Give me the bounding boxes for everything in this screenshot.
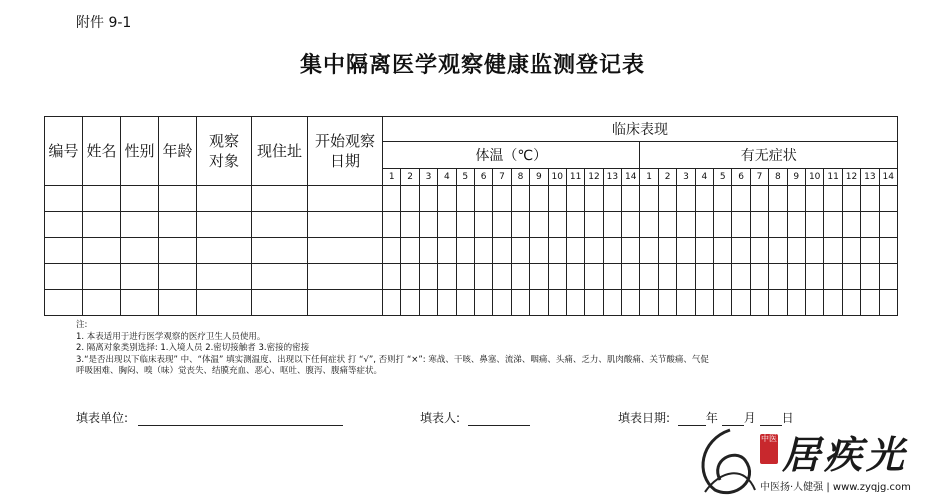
table-cell[interactable] xyxy=(585,212,603,238)
table-cell[interactable] xyxy=(714,212,732,238)
notes-section xyxy=(76,320,709,378)
table-cell[interactable] xyxy=(121,212,159,238)
table-cell[interactable] xyxy=(585,290,603,316)
calligraphy-swirl-icon xyxy=(690,420,765,500)
table-cell[interactable] xyxy=(695,212,713,238)
table-cell[interactable] xyxy=(805,186,823,212)
symptom-day-6: 6 xyxy=(732,169,750,186)
table-cell[interactable] xyxy=(45,238,83,264)
table-cell[interactable] xyxy=(566,264,584,290)
page-title: 集中隔离医学观察健康监测登记表 xyxy=(299,53,645,78)
table-cell[interactable] xyxy=(787,212,805,238)
table-cell[interactable] xyxy=(714,186,732,212)
symptom-day-12: 12 xyxy=(842,169,860,186)
table-cell[interactable] xyxy=(121,238,159,264)
table-cell[interactable] xyxy=(695,238,713,264)
table-cell[interactable] xyxy=(511,186,529,212)
note-item-3: 3.“是否出现以下临床表现” 中、“体温” 填实测温度、出现以下任何症状 打 “√”, 否则打 “×”: 寒战、干咳、鼻塞、流涕、咽痛、头痛、乏力、肌肉酸痛、关节酸痛、气促 xyxy=(76,354,709,365)
attachment-label: 附件 9-1 xyxy=(76,15,132,31)
table-cell[interactable] xyxy=(474,212,492,238)
table-cell[interactable] xyxy=(308,212,383,238)
table-cell[interactable] xyxy=(197,264,252,290)
table-cell[interactable] xyxy=(677,290,695,316)
table-cell[interactable] xyxy=(548,290,566,316)
symptom-day-13: 13 xyxy=(861,169,879,186)
fill-person-label: 填表人: xyxy=(420,411,461,425)
table-cell[interactable] xyxy=(548,264,566,290)
table-cell[interactable] xyxy=(603,212,621,238)
table-cell[interactable] xyxy=(419,238,437,264)
table-cell[interactable] xyxy=(750,264,768,290)
table-cell[interactable] xyxy=(787,186,805,212)
fill-date-label: 填表日期: xyxy=(618,411,671,425)
monitoring-register-table xyxy=(44,116,898,316)
table-cell[interactable] xyxy=(474,186,492,212)
table-cell[interactable] xyxy=(658,264,676,290)
brand-calligraphy: 居疾光 xyxy=(782,432,909,477)
symptom-day-9: 9 xyxy=(787,169,805,186)
table-cell[interactable] xyxy=(159,186,197,212)
col-start-line2: 日期 xyxy=(329,152,360,170)
table-cell[interactable] xyxy=(159,238,197,264)
table-cell[interactable] xyxy=(879,212,897,238)
table-cell[interactable] xyxy=(456,264,474,290)
table-cell[interactable] xyxy=(308,238,383,264)
table-cell[interactable] xyxy=(640,186,658,212)
table-cell[interactable] xyxy=(603,186,621,212)
table-cell[interactable] xyxy=(197,290,252,316)
col-name: 姓名 xyxy=(83,117,121,186)
table-cell[interactable] xyxy=(121,186,159,212)
symptom-day-8: 8 xyxy=(769,169,787,186)
table-cell[interactable] xyxy=(861,264,879,290)
table-cell[interactable] xyxy=(805,264,823,290)
table-cell[interactable] xyxy=(383,186,401,212)
fill-person xyxy=(420,409,530,426)
table-cell[interactable] xyxy=(401,238,419,264)
col-address: 现住址 xyxy=(252,117,308,186)
col-start-date xyxy=(308,117,383,186)
table-cell[interactable] xyxy=(197,212,252,238)
table-cell[interactable] xyxy=(585,238,603,264)
table-cell[interactable] xyxy=(750,186,768,212)
table-cell[interactable] xyxy=(159,212,197,238)
table-cell[interactable] xyxy=(252,290,308,316)
table-cell[interactable] xyxy=(493,238,511,264)
table-cell[interactable] xyxy=(401,212,419,238)
table-cell[interactable] xyxy=(456,212,474,238)
table-cell[interactable] xyxy=(566,186,584,212)
table-cell[interactable] xyxy=(879,186,897,212)
table-cell[interactable] xyxy=(732,186,750,212)
col-gender: 性别 xyxy=(121,117,159,186)
temp-day-1: 1 xyxy=(383,169,401,186)
table-cell[interactable] xyxy=(530,264,548,290)
table-cell[interactable] xyxy=(714,238,732,264)
table-cell[interactable] xyxy=(474,238,492,264)
table-cell[interactable] xyxy=(121,290,159,316)
table-cell[interactable] xyxy=(824,186,842,212)
table-cell[interactable] xyxy=(677,212,695,238)
symptom-day-5: 5 xyxy=(714,169,732,186)
table-cell[interactable] xyxy=(493,264,511,290)
table-cell[interactable] xyxy=(566,238,584,264)
symptom-day-1: 1 xyxy=(640,169,658,186)
table-cell[interactable] xyxy=(121,264,159,290)
col-start-line1: 开始观察 xyxy=(314,132,375,150)
table-cell[interactable] xyxy=(252,212,308,238)
table-cell[interactable] xyxy=(640,264,658,290)
table-cell[interactable] xyxy=(252,264,308,290)
table-cell[interactable] xyxy=(45,264,83,290)
table-cell[interactable] xyxy=(842,186,860,212)
table-cell[interactable] xyxy=(566,290,584,316)
table-cell[interactable] xyxy=(824,238,842,264)
symptom-day-10: 10 xyxy=(805,169,823,186)
table-cell[interactable] xyxy=(511,290,529,316)
table-cell[interactable] xyxy=(769,186,787,212)
temp-day-2: 2 xyxy=(401,169,419,186)
table-cell[interactable] xyxy=(511,238,529,264)
table-cell[interactable] xyxy=(603,238,621,264)
table-cell[interactable] xyxy=(252,238,308,264)
table-cell[interactable] xyxy=(159,290,197,316)
temp-day-8: 8 xyxy=(511,169,529,186)
table-row xyxy=(45,186,898,212)
table-cell[interactable] xyxy=(252,186,308,212)
table-cell[interactable] xyxy=(732,290,750,316)
note-item-2: 2. 隔离对象类别选择: 1.入境人员 2.密切接触者 3.密接的密接 xyxy=(76,343,310,353)
brand-tagline: 中医扬·人健强 | www.zyqjg.com xyxy=(760,482,911,493)
table-cell[interactable] xyxy=(474,290,492,316)
table-cell[interactable] xyxy=(530,212,548,238)
clinical-group-header: 临床表现 xyxy=(383,117,898,142)
temp-day-10: 10 xyxy=(548,169,566,186)
table-cell[interactable] xyxy=(83,264,121,290)
table-cell[interactable] xyxy=(805,212,823,238)
temp-day-11: 11 xyxy=(566,169,584,186)
table-cell[interactable] xyxy=(658,290,676,316)
table-row xyxy=(45,290,898,316)
table-cell[interactable] xyxy=(769,212,787,238)
table-cell[interactable] xyxy=(401,186,419,212)
table-cell[interactable] xyxy=(879,264,897,290)
table-cell[interactable] xyxy=(861,212,879,238)
table-cell[interactable] xyxy=(824,290,842,316)
table-cell[interactable] xyxy=(677,264,695,290)
table-cell[interactable] xyxy=(197,186,252,212)
table-cell[interactable] xyxy=(640,290,658,316)
col-age: 年龄 xyxy=(159,117,197,186)
table-cell[interactable] xyxy=(750,238,768,264)
table-cell[interactable] xyxy=(861,290,879,316)
table-cell[interactable] xyxy=(83,186,121,212)
table-cell[interactable] xyxy=(714,290,732,316)
temp-day-5: 5 xyxy=(456,169,474,186)
table-cell[interactable] xyxy=(640,238,658,264)
table-cell[interactable] xyxy=(677,186,695,212)
symptom-day-11: 11 xyxy=(824,169,842,186)
table-cell[interactable] xyxy=(842,212,860,238)
table-cell[interactable] xyxy=(383,290,401,316)
temp-day-9: 9 xyxy=(530,169,548,186)
table-cell[interactable] xyxy=(511,264,529,290)
table-cell[interactable] xyxy=(308,290,383,316)
temp-day-4: 4 xyxy=(438,169,456,186)
symptom-day-14: 14 xyxy=(879,169,897,186)
symptom-day-7: 7 xyxy=(750,169,768,186)
table-row xyxy=(45,264,898,290)
table-row xyxy=(45,238,898,264)
table-cell[interactable] xyxy=(438,238,456,264)
table-cell[interactable] xyxy=(383,212,401,238)
table-cell[interactable] xyxy=(474,264,492,290)
table-cell[interactable] xyxy=(585,264,603,290)
table-cell[interactable] xyxy=(658,238,676,264)
table-cell[interactable] xyxy=(603,264,621,290)
table-cell[interactable] xyxy=(805,238,823,264)
table-cell[interactable] xyxy=(879,290,897,316)
table-cell[interactable] xyxy=(787,238,805,264)
notes-label: 注: xyxy=(76,320,88,330)
note-item-1: 1. 本表适用于进行医学观察的医疗卫生人员使用。 xyxy=(76,331,266,342)
table-cell[interactable] xyxy=(530,290,548,316)
table-cell[interactable] xyxy=(824,264,842,290)
fill-unit-line[interactable] xyxy=(138,412,343,426)
table-cell[interactable] xyxy=(530,238,548,264)
table-cell[interactable] xyxy=(769,290,787,316)
col-observed-line1: 观察 xyxy=(208,132,239,150)
table-cell[interactable] xyxy=(45,186,83,212)
temp-day-7: 7 xyxy=(493,169,511,186)
table-cell[interactable] xyxy=(603,290,621,316)
table-cell[interactable] xyxy=(622,238,640,264)
table-cell[interactable] xyxy=(695,290,713,316)
symptom-day-3: 3 xyxy=(677,169,695,186)
table-cell[interactable] xyxy=(83,212,121,238)
table-cell[interactable] xyxy=(419,290,437,316)
symptoms-group-header: 有无症状 xyxy=(640,142,897,169)
temp-day-3: 3 xyxy=(419,169,437,186)
temp-day-13: 13 xyxy=(603,169,621,186)
table-cell[interactable] xyxy=(530,186,548,212)
col-number: 编号 xyxy=(45,117,83,186)
table-cell[interactable] xyxy=(622,264,640,290)
note-item-3-continued: 呼吸困难、胸闷、嗅（味）觉丧失、结膜充血、恶心、呕吐、腹泻、腹痛等症状。 xyxy=(76,366,383,376)
table-cell[interactable] xyxy=(805,290,823,316)
table-cell[interactable] xyxy=(308,264,383,290)
table-cell[interactable] xyxy=(732,212,750,238)
table-cell[interactable] xyxy=(419,264,437,290)
table-cell[interactable] xyxy=(787,290,805,316)
table-cell[interactable] xyxy=(585,186,603,212)
table-cell[interactable] xyxy=(493,290,511,316)
table-cell[interactable] xyxy=(383,264,401,290)
table-cell[interactable] xyxy=(45,212,83,238)
table-cell[interactable] xyxy=(677,238,695,264)
table-cell[interactable] xyxy=(197,238,252,264)
table-cell[interactable] xyxy=(861,238,879,264)
table-cell[interactable] xyxy=(511,212,529,238)
table-cell[interactable] xyxy=(438,264,456,290)
table-cell[interactable] xyxy=(842,290,860,316)
table-cell[interactable] xyxy=(714,264,732,290)
table-cell[interactable] xyxy=(566,212,584,238)
table-cell[interactable] xyxy=(548,238,566,264)
table-cell[interactable] xyxy=(622,212,640,238)
table-cell[interactable] xyxy=(456,186,474,212)
table-cell[interactable] xyxy=(45,290,83,316)
symptom-day-4: 4 xyxy=(695,169,713,186)
watermark-logo xyxy=(690,420,940,500)
table-cell[interactable] xyxy=(548,186,566,212)
temp-day-6: 6 xyxy=(474,169,492,186)
table-cell[interactable] xyxy=(695,186,713,212)
table-cell[interactable] xyxy=(640,212,658,238)
fill-unit xyxy=(76,409,343,426)
table-cell[interactable] xyxy=(732,264,750,290)
table-cell[interactable] xyxy=(419,186,437,212)
table-cell[interactable] xyxy=(750,212,768,238)
table-cell[interactable] xyxy=(787,264,805,290)
table-cell[interactable] xyxy=(695,264,713,290)
table-cell[interactable] xyxy=(383,238,401,264)
table-cell[interactable] xyxy=(308,186,383,212)
fill-unit-label: 填表单位: xyxy=(76,411,129,425)
table-cell[interactable] xyxy=(769,264,787,290)
table-cell[interactable] xyxy=(548,212,566,238)
table-cell[interactable] xyxy=(159,264,197,290)
table-cell[interactable] xyxy=(401,290,419,316)
table-cell[interactable] xyxy=(732,238,750,264)
table-cell[interactable] xyxy=(401,264,419,290)
table-cell[interactable] xyxy=(83,290,121,316)
seal-stamp: 中医 xyxy=(760,434,778,464)
year-label: 年 xyxy=(705,411,718,425)
table-cell[interactable] xyxy=(842,238,860,264)
symptom-day-2: 2 xyxy=(658,169,676,186)
day-label: 日 xyxy=(781,411,794,425)
table-cell[interactable] xyxy=(438,212,456,238)
table-cell[interactable] xyxy=(438,186,456,212)
col-observed-type xyxy=(197,117,252,186)
table-cell[interactable] xyxy=(493,212,511,238)
table-cell[interactable] xyxy=(769,238,787,264)
table-cell[interactable] xyxy=(622,186,640,212)
table-cell[interactable] xyxy=(493,186,511,212)
month-label: 月 xyxy=(743,411,756,425)
table-cell[interactable] xyxy=(824,212,842,238)
table-cell[interactable] xyxy=(419,212,437,238)
table-row xyxy=(45,212,898,238)
table-cell[interactable] xyxy=(861,186,879,212)
table-cell[interactable] xyxy=(83,238,121,264)
table-cell[interactable] xyxy=(658,186,676,212)
table-cell[interactable] xyxy=(456,238,474,264)
table-cell[interactable] xyxy=(842,264,860,290)
table-cell[interactable] xyxy=(622,290,640,316)
table-cell[interactable] xyxy=(750,290,768,316)
table-cell[interactable] xyxy=(456,290,474,316)
temp-day-14: 14 xyxy=(622,169,640,186)
temp-day-12: 12 xyxy=(585,169,603,186)
table-cell[interactable] xyxy=(658,212,676,238)
temperature-group-header: 体温（℃） xyxy=(383,142,640,169)
col-observed-line2: 对象 xyxy=(208,152,239,170)
fill-person-line[interactable] xyxy=(468,412,530,426)
table-cell[interactable] xyxy=(879,238,897,264)
table-cell[interactable] xyxy=(438,290,456,316)
